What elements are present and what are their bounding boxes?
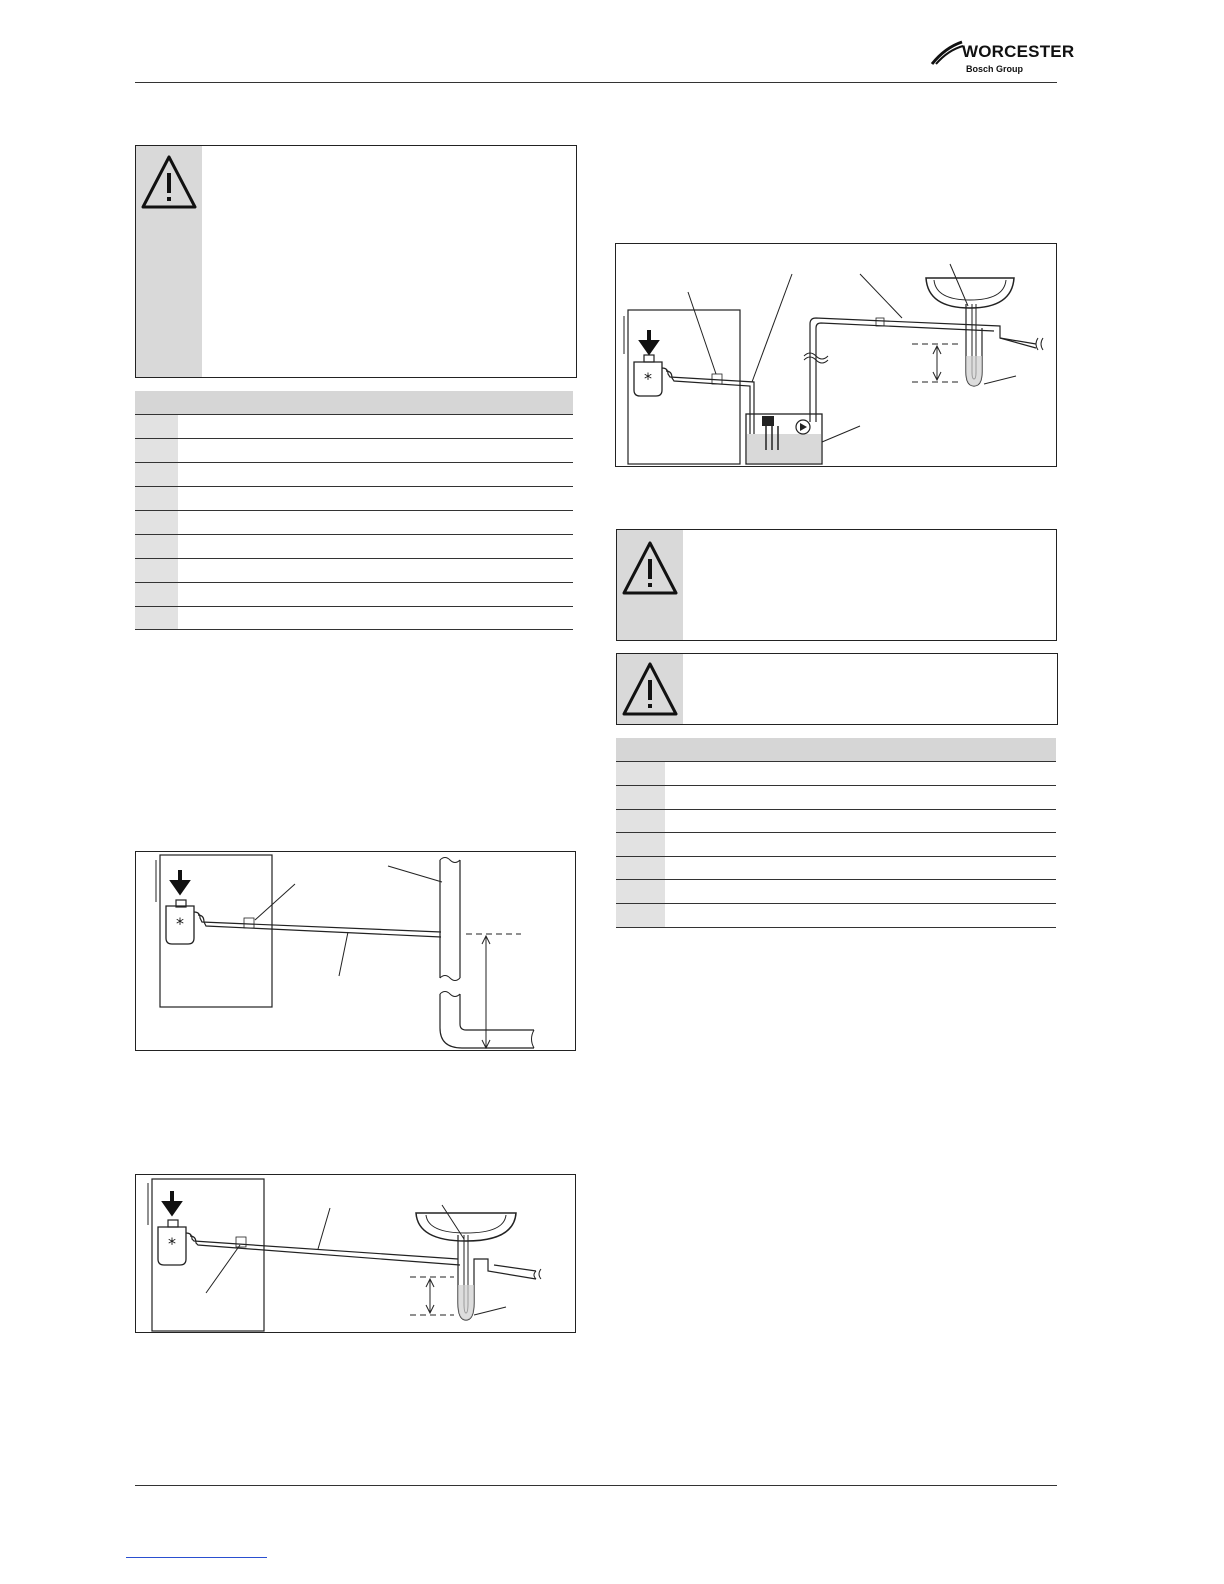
- drain-diagram: [136, 852, 577, 1052]
- table-row: [616, 762, 1056, 786]
- table-header: [135, 391, 573, 415]
- header-rule: [135, 82, 1057, 83]
- figure-sink-trap: [135, 1174, 576, 1333]
- warning-triangle-icon: [621, 660, 679, 718]
- trap-symbol: *: [644, 369, 652, 388]
- warning-triangle-icon: [621, 539, 679, 597]
- table-row: [135, 559, 573, 583]
- warning-box-right-upper: [616, 529, 1057, 641]
- table-left: [135, 391, 573, 630]
- figure-internal-stack: [135, 851, 576, 1051]
- warning-strip: [617, 530, 683, 640]
- table-row: [135, 583, 573, 607]
- table-row: [616, 880, 1056, 904]
- table-row: [135, 439, 573, 463]
- table-row: [135, 415, 573, 439]
- footer-rule: [135, 1485, 1057, 1486]
- table-row: [616, 857, 1056, 880]
- warning-triangle-icon: [140, 153, 198, 211]
- warning-strip: [136, 146, 202, 377]
- table-row: [616, 786, 1056, 810]
- table-row: [135, 463, 573, 487]
- warning-box-left: [135, 145, 577, 378]
- table-row: [616, 810, 1056, 833]
- table-row: [135, 535, 573, 559]
- brand-subtitle: Bosch Group: [966, 64, 1024, 74]
- table-row: [616, 904, 1056, 928]
- table-row: [135, 607, 573, 630]
- footer-link-underline[interactable]: [126, 1557, 267, 1558]
- table-row: [135, 487, 573, 511]
- table-row: [616, 833, 1056, 857]
- drain-diagram: [136, 1175, 577, 1334]
- figure-condensate-pump: [615, 243, 1057, 467]
- warning-strip: [617, 654, 683, 724]
- trap-symbol: *: [168, 1234, 176, 1253]
- table-right: [616, 738, 1056, 928]
- warning-box-right-lower: [616, 653, 1058, 725]
- drain-diagram: [616, 244, 1058, 468]
- table-header: [616, 738, 1056, 762]
- brand-name: WORCESTER: [962, 42, 1075, 61]
- worcester-swoosh-icon: [930, 40, 964, 66]
- table-row: [135, 511, 573, 535]
- trap-symbol: *: [176, 914, 184, 933]
